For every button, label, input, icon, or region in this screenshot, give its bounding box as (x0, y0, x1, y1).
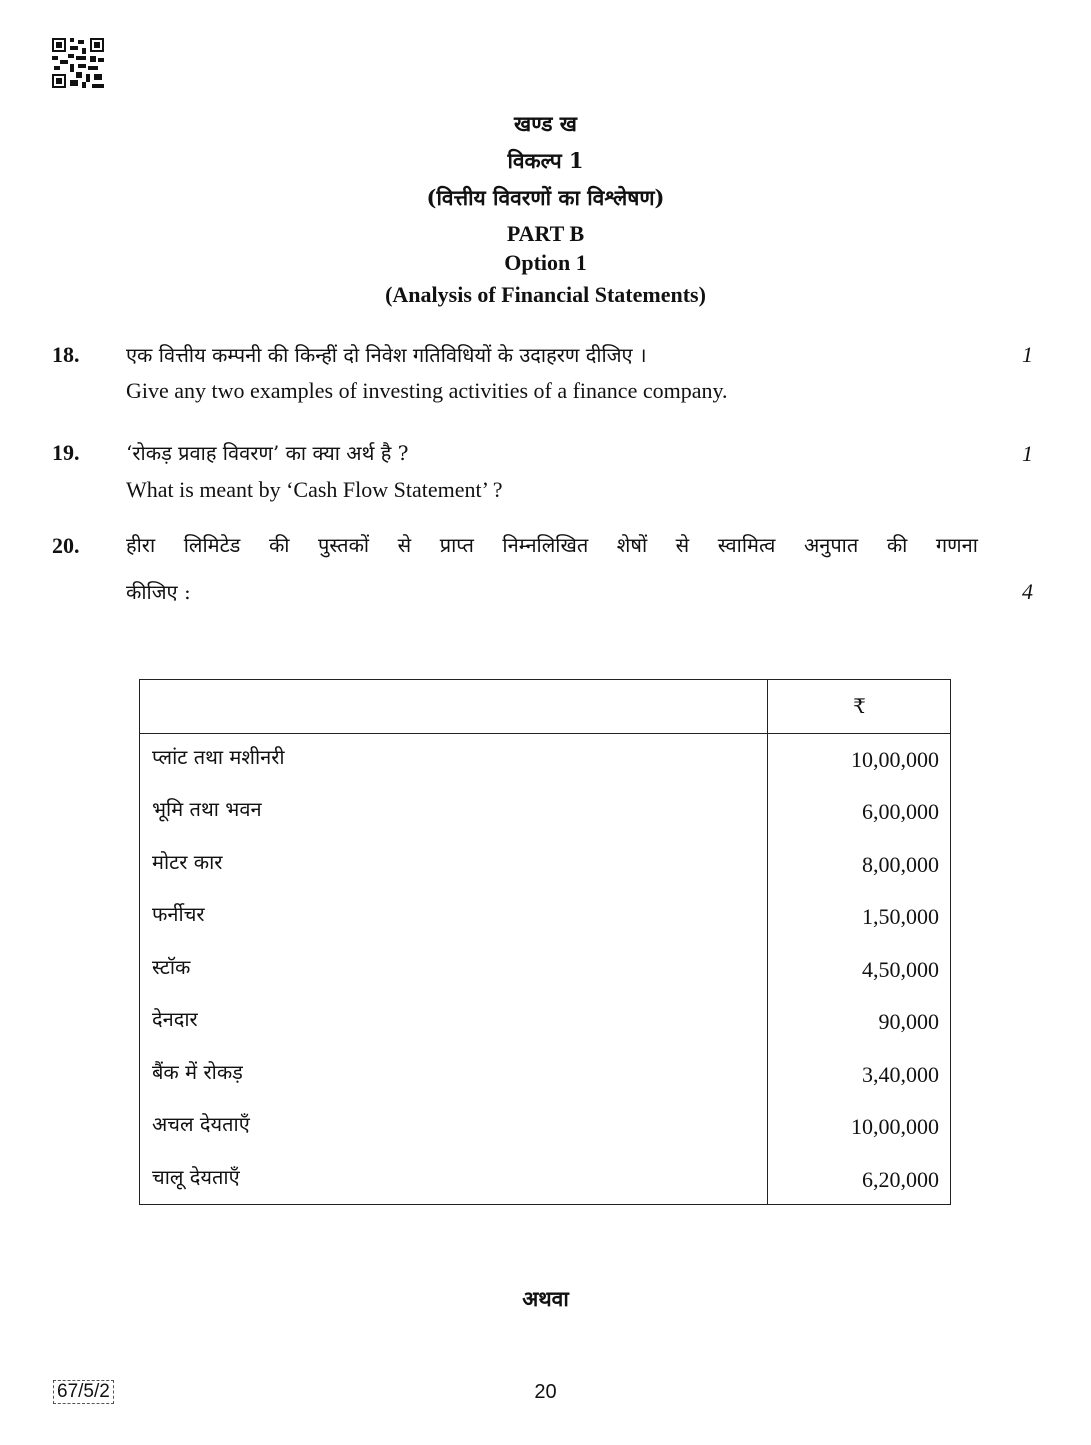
row-label: प्लांट तथा मशीनरी (152, 745, 285, 769)
table-row (140, 1050, 950, 1102)
topic-heading: (Analysis of Financial Statements) (385, 282, 706, 307)
q20-word: की (268, 533, 290, 557)
row-label: बैंक में रोकड़ (152, 1060, 243, 1084)
qr-code-icon (52, 38, 104, 88)
row-value: 90,000 (878, 1009, 939, 1034)
question-19-hindi: ‘रोकड़ प्रवाह विवरण’ का क्या अर्थ है ? (126, 441, 409, 465)
option-heading: Option 1 (504, 250, 587, 275)
question-18-marks: 1 (1022, 342, 1033, 367)
q20-word: हीरा (126, 533, 156, 557)
row-value: 1,50,000 (862, 904, 939, 929)
row-value: 4,50,000 (862, 957, 939, 982)
row-value: 10,00,000 (851, 1114, 939, 1139)
part-heading: PART B (506, 221, 585, 246)
row-label: स्टॉक (152, 955, 191, 979)
table-row (140, 735, 950, 787)
q20-word: शेषों (616, 533, 648, 557)
row-label: देनदार (152, 1007, 198, 1031)
question-20-number: 20. (52, 533, 80, 558)
q20-word: स्वामित्व (717, 533, 776, 557)
table-row (140, 997, 950, 1049)
row-value: 6,20,000 (862, 1167, 939, 1192)
table-row (140, 840, 950, 892)
topic-heading-hindi: (वित्तीय विवरणों का विश्लेषण) (426, 185, 665, 210)
table-row (140, 1102, 950, 1154)
or-divider-text: अथवा (522, 1286, 569, 1311)
row-label: फर्नीचर (152, 902, 205, 926)
q20-word: की (886, 533, 908, 557)
q20-word: पुस्तकों (318, 533, 370, 557)
question-18-number: 18. (52, 342, 80, 367)
question-19-number: 19. (52, 440, 80, 465)
table-header-divider (140, 733, 950, 734)
row-label: भूमि तथा भवन (152, 797, 262, 821)
question-20-hindi-line2: कीजिए : (126, 580, 191, 604)
q20-word: लिमिटेड (183, 533, 241, 557)
question-20-hindi-line1 (126, 531, 978, 558)
row-value: 3,40,000 (862, 1062, 939, 1087)
rupee-header: ₹ (853, 694, 866, 718)
balances-table (139, 679, 951, 1205)
question-19-english: What is meant by ‘Cash Flow Statement’ ? (126, 477, 503, 502)
option-heading-hindi: विकल्प 1 (507, 148, 584, 173)
row-label: अचल देयताएँ (152, 1112, 250, 1136)
q20-word: निम्नलिखित (502, 533, 589, 557)
q20-word: प्राप्त (439, 533, 474, 557)
question-19-marks: 1 (1022, 441, 1033, 466)
question-18-hindi: एक वित्तीय कम्पनी की किन्हीं दो निवेश गतिविधियों के उदाहरण दीजिए । (126, 343, 647, 367)
table-row (140, 1155, 950, 1207)
page-number: 20 (534, 1381, 557, 1403)
q20-word: से (675, 533, 690, 557)
table-row (140, 945, 950, 997)
paper-code: 67/5/2 (53, 1380, 114, 1404)
row-value: 10,00,000 (851, 747, 939, 772)
q20-word: अनुपात (803, 533, 859, 557)
table-row (140, 892, 950, 944)
row-value: 6,00,000 (862, 799, 939, 824)
row-value: 8,00,000 (862, 852, 939, 877)
row-label: चालू देयताएँ (152, 1165, 240, 1189)
section-heading-hindi: खण्ड ख (514, 111, 577, 136)
table-row (140, 787, 950, 839)
question-20-marks: 4 (1022, 579, 1033, 604)
row-label: मोटर कार (152, 850, 223, 874)
question-18-english: Give any two examples of investing activities of a finance company. (126, 378, 728, 403)
q20-word: से (397, 533, 412, 557)
q20-word: गणना (935, 533, 978, 557)
